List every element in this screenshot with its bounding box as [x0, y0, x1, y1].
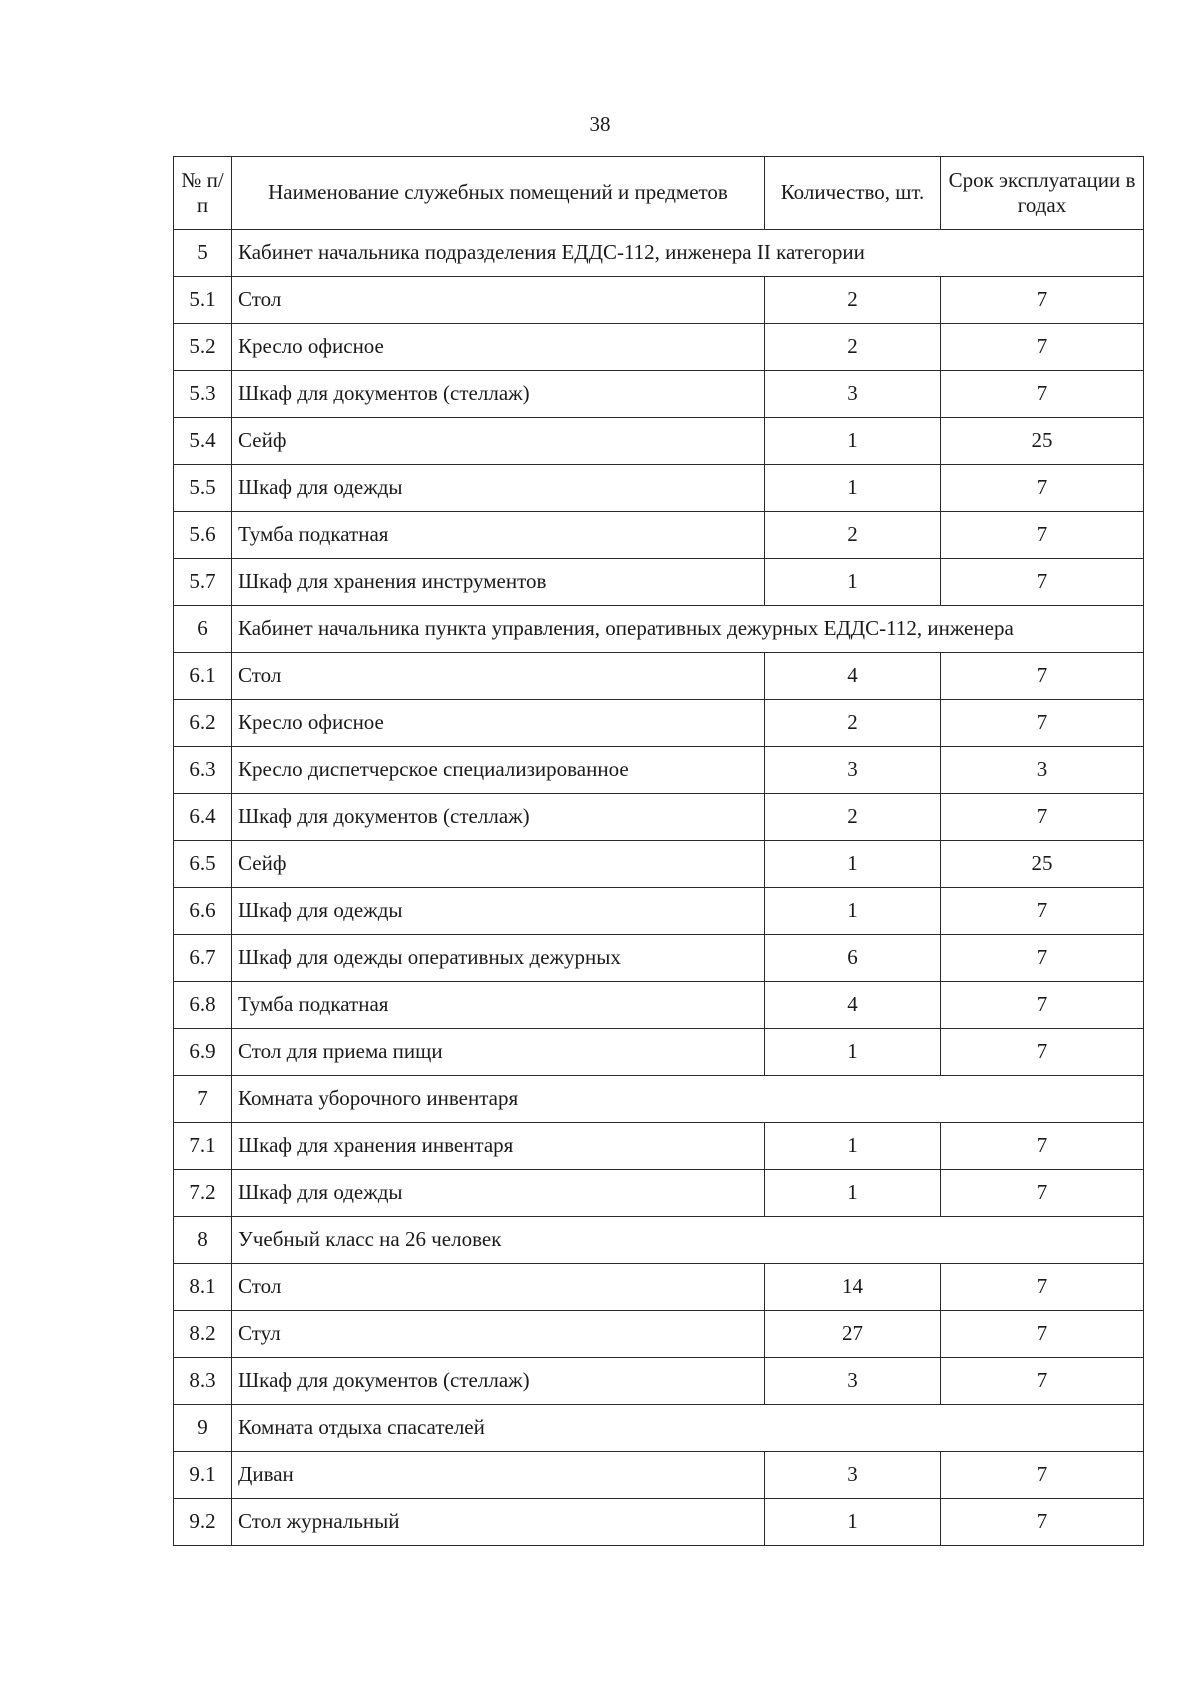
- item-service-life: 3: [941, 747, 1144, 794]
- item-number: 6.3: [174, 747, 232, 794]
- item-name: Стол журнальный: [232, 1499, 765, 1546]
- section-number: 8: [174, 1217, 232, 1264]
- item-number: 6.2: [174, 700, 232, 747]
- table-row: [174, 465, 1144, 512]
- item-name: Шкаф для одежды оперативных дежурных: [232, 935, 765, 982]
- header-service-life: Срок эксплуатации в годах: [941, 157, 1144, 230]
- table-row: [174, 324, 1144, 371]
- table-row: [174, 1311, 1144, 1358]
- item-quantity: 6: [765, 935, 941, 982]
- item-quantity: 2: [765, 794, 941, 841]
- item-number: 6.8: [174, 982, 232, 1029]
- item-quantity: 2: [765, 512, 941, 559]
- item-name: Сейф: [232, 418, 765, 465]
- item-quantity: 1: [765, 841, 941, 888]
- item-name: Кресло диспетчерское специализированное: [232, 747, 765, 794]
- item-number: 6.4: [174, 794, 232, 841]
- item-name: Кресло офисное: [232, 324, 765, 371]
- item-number: 9.2: [174, 1499, 232, 1546]
- table-row: [174, 559, 1144, 606]
- item-number: 6.1: [174, 653, 232, 700]
- section-title: Учебный класс на 26 человек: [232, 1217, 1144, 1264]
- table-body: [174, 230, 1144, 1546]
- inventory-table: [173, 156, 1144, 1546]
- item-quantity: 2: [765, 277, 941, 324]
- header-number: № п/п: [174, 157, 232, 230]
- item-service-life: 7: [941, 982, 1144, 1029]
- item-service-life: 7: [941, 653, 1144, 700]
- table-row: [174, 512, 1144, 559]
- item-service-life: 7: [941, 935, 1144, 982]
- item-quantity: 2: [765, 700, 941, 747]
- item-name: Шкаф для хранения инвентаря: [232, 1123, 765, 1170]
- table-row: [174, 1264, 1144, 1311]
- item-name: Шкаф для одежды: [232, 1170, 765, 1217]
- table-row: [174, 1499, 1144, 1546]
- item-number: 7.2: [174, 1170, 232, 1217]
- item-number: 5.7: [174, 559, 232, 606]
- section-title: Комната уборочного инвентаря: [232, 1076, 1144, 1123]
- item-service-life: 7: [941, 700, 1144, 747]
- item-quantity: 1: [765, 1123, 941, 1170]
- item-quantity: 1: [765, 418, 941, 465]
- item-service-life: 7: [941, 324, 1144, 371]
- table-row: [174, 653, 1144, 700]
- item-quantity: 2: [765, 324, 941, 371]
- item-number: 5.3: [174, 371, 232, 418]
- section-title: Комната отдыха спасателей: [232, 1405, 1144, 1452]
- table-row: [174, 1123, 1144, 1170]
- item-name: Стол: [232, 1264, 765, 1311]
- item-number: 6.6: [174, 888, 232, 935]
- item-quantity: 1: [765, 559, 941, 606]
- item-quantity: 1: [765, 1170, 941, 1217]
- section-title: Кабинет начальника пункта управления, оперативных дежурных ЕДДС-112, инженера: [232, 606, 1144, 653]
- table-row: [174, 1452, 1144, 1499]
- item-service-life: 7: [941, 1499, 1144, 1546]
- item-name: Сейф: [232, 841, 765, 888]
- item-number: 5.2: [174, 324, 232, 371]
- item-quantity: 1: [765, 465, 941, 512]
- item-number: 5.1: [174, 277, 232, 324]
- table-row: [174, 841, 1144, 888]
- item-name: Стол: [232, 653, 765, 700]
- item-name: Тумба подкатная: [232, 982, 765, 1029]
- table-row: [174, 888, 1144, 935]
- item-number: 8.1: [174, 1264, 232, 1311]
- item-name: Стул: [232, 1311, 765, 1358]
- item-number: 7.1: [174, 1123, 232, 1170]
- item-number: 9.1: [174, 1452, 232, 1499]
- item-service-life: 7: [941, 1264, 1144, 1311]
- table-row: [174, 1029, 1144, 1076]
- item-name: Шкаф для одежды: [232, 888, 765, 935]
- item-number: 6.7: [174, 935, 232, 982]
- item-service-life: 7: [941, 1123, 1144, 1170]
- item-quantity: 4: [765, 653, 941, 700]
- item-name: Шкаф для документов (стеллаж): [232, 794, 765, 841]
- table-row: [174, 747, 1144, 794]
- table-row: [174, 982, 1144, 1029]
- item-quantity: 14: [765, 1264, 941, 1311]
- item-number: 6.5: [174, 841, 232, 888]
- item-quantity: 3: [765, 1452, 941, 1499]
- item-name: Шкаф для документов (стеллаж): [232, 1358, 765, 1405]
- item-name: Тумба подкатная: [232, 512, 765, 559]
- item-name: Шкаф для хранения инструментов: [232, 559, 765, 606]
- section-row: [174, 1217, 1144, 1264]
- item-quantity: 3: [765, 747, 941, 794]
- item-number: 6.9: [174, 1029, 232, 1076]
- table-row: [174, 418, 1144, 465]
- section-number: 5: [174, 230, 232, 277]
- item-service-life: 7: [941, 1170, 1144, 1217]
- item-quantity: 1: [765, 888, 941, 935]
- item-name: Стол: [232, 277, 765, 324]
- item-service-life: 7: [941, 794, 1144, 841]
- section-row: [174, 606, 1144, 653]
- item-name: Кресло офисное: [232, 700, 765, 747]
- section-number: 7: [174, 1076, 232, 1123]
- item-quantity: 3: [765, 371, 941, 418]
- item-service-life: 7: [941, 465, 1144, 512]
- item-service-life: 7: [941, 1029, 1144, 1076]
- table-row: [174, 794, 1144, 841]
- section-title: Кабинет начальника подразделения ЕДДС-112, инженера II категории: [232, 230, 1144, 277]
- section-number: 9: [174, 1405, 232, 1452]
- section-number: 6: [174, 606, 232, 653]
- item-number: 5.5: [174, 465, 232, 512]
- section-row: [174, 1405, 1144, 1452]
- header-name: Наименование служебных помещений и предметов: [232, 157, 765, 230]
- item-service-life: 7: [941, 888, 1144, 935]
- item-name: Диван: [232, 1452, 765, 1499]
- table-row: [174, 371, 1144, 418]
- item-number: 8.2: [174, 1311, 232, 1358]
- item-quantity: 4: [765, 982, 941, 1029]
- section-row: [174, 1076, 1144, 1123]
- item-service-life: 7: [941, 1452, 1144, 1499]
- item-service-life: 25: [941, 418, 1144, 465]
- table-row: [174, 277, 1144, 324]
- table-row: [174, 1358, 1144, 1405]
- item-service-life: 7: [941, 371, 1144, 418]
- section-row: [174, 230, 1144, 277]
- table-row: [174, 935, 1144, 982]
- item-quantity: 27: [765, 1311, 941, 1358]
- item-service-life: 25: [941, 841, 1144, 888]
- item-number: 5.4: [174, 418, 232, 465]
- item-service-life: 7: [941, 277, 1144, 324]
- item-name: Стол для приема пищи: [232, 1029, 765, 1076]
- page-number: 38: [589, 112, 611, 136]
- item-name: Шкаф для документов (стеллаж): [232, 371, 765, 418]
- item-quantity: 3: [765, 1358, 941, 1405]
- header-quantity: Количество, шт.: [765, 157, 941, 230]
- item-name: Шкаф для одежды: [232, 465, 765, 512]
- table-header: [174, 157, 1144, 230]
- table-row: [174, 1170, 1144, 1217]
- item-service-life: 7: [941, 512, 1144, 559]
- item-quantity: 1: [765, 1029, 941, 1076]
- item-quantity: 1: [765, 1499, 941, 1546]
- item-service-life: 7: [941, 1358, 1144, 1405]
- item-service-life: 7: [941, 1311, 1144, 1358]
- item-service-life: 7: [941, 559, 1144, 606]
- item-number: 5.6: [174, 512, 232, 559]
- table-row: [174, 700, 1144, 747]
- item-number: 8.3: [174, 1358, 232, 1405]
